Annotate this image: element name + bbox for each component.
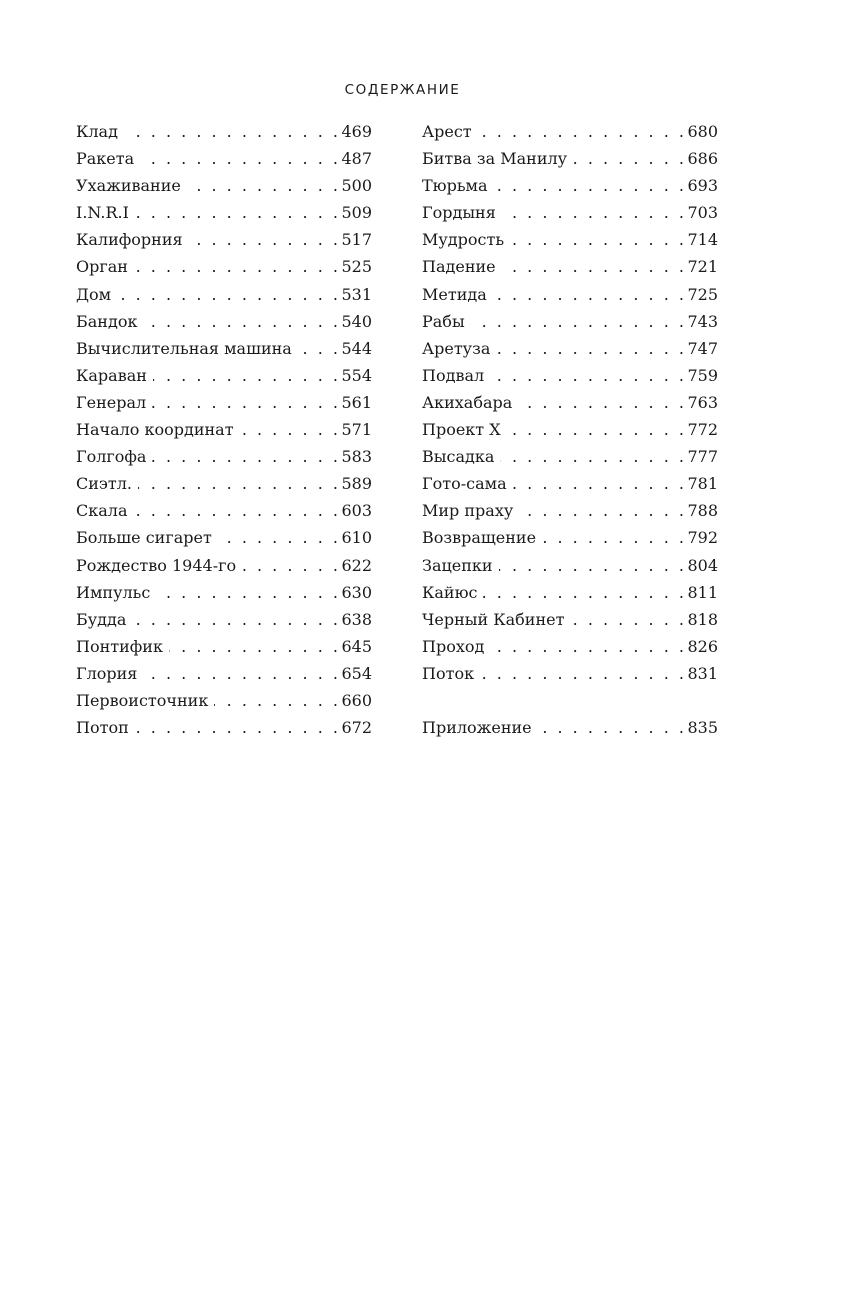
toc-entry[interactable] xyxy=(76,226,372,253)
dot-leader xyxy=(490,633,686,660)
toc-entry[interactable] xyxy=(76,687,372,714)
toc-entry-title: Начало координат xyxy=(76,420,234,440)
toc-entry-page-number: 672 xyxy=(341,718,372,738)
toc-entry[interactable] xyxy=(76,172,372,199)
toc-entry[interactable] xyxy=(76,714,372,741)
dot-leader xyxy=(156,579,340,606)
toc-entry[interactable] xyxy=(76,470,372,497)
toc-entry-page-number: 622 xyxy=(341,555,372,575)
toc-entry-title: Сиэтл. xyxy=(76,474,132,494)
toc-entry-page-number: 583 xyxy=(341,447,372,467)
dot-leader xyxy=(490,362,686,389)
toc-entry-title: Битва за Манилу xyxy=(422,149,568,169)
dot-leader xyxy=(169,633,341,660)
toc-entry[interactable] xyxy=(422,199,718,226)
toc-entry-page-number: 531 xyxy=(341,284,372,304)
toc-entry[interactable] xyxy=(422,172,718,199)
toc-entry-title: Калифорния xyxy=(76,230,183,250)
dot-leader xyxy=(494,172,687,199)
toc-entry-title: Понтифик xyxy=(76,636,163,656)
toc-entry-title: Голгофа xyxy=(76,447,147,467)
toc-entry[interactable] xyxy=(422,389,718,416)
toc-entry-title: Больше сигарет xyxy=(76,528,212,548)
toc-entry-title: Кайюс xyxy=(422,582,478,602)
toc-entry-title: Возвращение xyxy=(422,528,537,548)
toc-entry[interactable] xyxy=(76,633,372,660)
toc-entry[interactable] xyxy=(422,335,718,362)
toc-entry-title: Приложение xyxy=(422,718,532,738)
toc-entry-page-number: 743 xyxy=(687,311,718,331)
toc-entry-title: Караван xyxy=(76,365,147,385)
toc-entry-title: Гото-сама xyxy=(422,474,507,494)
toc-column-right xyxy=(422,118,718,741)
dot-leader xyxy=(152,443,340,470)
toc-entry-title: Ракета xyxy=(76,149,135,169)
toc-entry-page-number: 589 xyxy=(341,474,372,494)
toc-entry[interactable] xyxy=(76,335,372,362)
toc-entry-title: Ухаживание xyxy=(76,176,181,196)
dot-leader xyxy=(135,199,341,226)
toc-entry-page-number: 777 xyxy=(687,447,718,467)
dot-leader xyxy=(500,443,686,470)
toc-entry-title: Потоп xyxy=(76,718,129,738)
dot-leader xyxy=(138,470,340,497)
dot-leader xyxy=(189,226,341,253)
toc-entry-title: Импульс xyxy=(76,582,151,602)
toc-entry-page-number: 603 xyxy=(341,501,372,521)
toc-entry-page-number: 725 xyxy=(687,284,718,304)
toc-entry[interactable] xyxy=(76,606,372,633)
toc-entry[interactable] xyxy=(422,524,718,551)
toc-entry[interactable] xyxy=(422,497,718,524)
toc-entry-page-number: 630 xyxy=(341,582,372,602)
toc-entry[interactable] xyxy=(422,308,718,335)
toc-entry-page-number: 660 xyxy=(341,690,372,710)
toc-entry-title: Дом xyxy=(76,284,112,304)
dot-leader xyxy=(518,389,686,416)
toc-entry-page-number: 525 xyxy=(341,257,372,277)
toc-entry-appendix[interactable] xyxy=(422,714,718,741)
toc-entry-page-number: 811 xyxy=(687,582,718,602)
dot-leader xyxy=(187,172,341,199)
toc-entry[interactable] xyxy=(76,389,372,416)
toc-entry-title: Глория xyxy=(76,663,138,683)
toc-entry[interactable] xyxy=(76,308,372,335)
toc-entry-title: Генерал xyxy=(76,392,147,412)
toc-entry[interactable] xyxy=(76,253,372,280)
toc-entry-title: Поток xyxy=(422,663,475,683)
toc-entry-page-number: 544 xyxy=(341,338,372,358)
dot-leader xyxy=(135,714,341,741)
dot-leader xyxy=(510,226,686,253)
dot-leader xyxy=(242,552,340,579)
toc-entry-title: Будда xyxy=(76,609,127,629)
toc-entry-page-number: 469 xyxy=(341,122,372,141)
toc-entry-page-number: 610 xyxy=(341,528,372,548)
dot-leader xyxy=(117,281,340,308)
toc-entry[interactable] xyxy=(422,118,718,145)
toc-entry-page-number: 487 xyxy=(341,149,372,169)
toc-entry[interactable] xyxy=(76,497,372,524)
dot-leader xyxy=(573,145,686,172)
toc-entry-page-number: 781 xyxy=(687,474,718,494)
dot-leader xyxy=(471,308,687,335)
toc-entry-page-number: 772 xyxy=(687,420,718,440)
dot-leader xyxy=(153,362,341,389)
toc-entry-title: Мудрость xyxy=(422,230,505,250)
toc-entry-page-number: 680 xyxy=(687,122,718,141)
toc-entry-title: Высадка xyxy=(422,447,495,467)
toc-entry-page-number: 703 xyxy=(687,203,718,223)
toc-entry-page-number: 804 xyxy=(687,555,718,575)
toc-entry[interactable] xyxy=(422,281,718,308)
toc-entry-title: Аретуза xyxy=(422,338,491,358)
toc-entry[interactable] xyxy=(76,118,372,145)
toc-entry[interactable] xyxy=(76,416,372,443)
dot-leader xyxy=(538,714,687,741)
toc-entry[interactable] xyxy=(422,416,718,443)
toc-entry-page-number: 645 xyxy=(341,636,372,656)
toc-entry-title: Вычислительная машина xyxy=(76,338,292,358)
toc-entry-page-number: 818 xyxy=(687,609,718,629)
toc-entry[interactable] xyxy=(422,145,718,172)
toc-entry-page-number: 747 xyxy=(687,338,718,358)
toc-entry-title: Тюрьма xyxy=(422,176,488,196)
toc-entry-title: Клад xyxy=(76,122,118,141)
dot-leader xyxy=(133,497,340,524)
toc-entry-page-number: 554 xyxy=(341,365,372,385)
dot-leader xyxy=(140,145,340,172)
toc-entry[interactable] xyxy=(422,552,718,579)
toc-entry[interactable] xyxy=(76,199,372,226)
toc-entry-title: Скала xyxy=(76,501,128,521)
dot-leader xyxy=(542,524,686,551)
dot-leader xyxy=(143,308,340,335)
toc-entry[interactable] xyxy=(76,552,372,579)
dot-leader xyxy=(496,335,686,362)
toc-entry-title: Проход xyxy=(422,636,485,656)
dot-leader xyxy=(240,416,341,443)
toc-entry-title: Бандок xyxy=(76,311,138,331)
toc-column-left xyxy=(76,118,372,741)
dot-leader xyxy=(519,497,686,524)
toc-entry-page-number: 826 xyxy=(687,636,718,656)
dot-leader xyxy=(132,606,340,633)
toc-entry-page-number: 500 xyxy=(341,176,372,196)
dot-leader xyxy=(124,118,341,145)
toc-entry-page-number: 763 xyxy=(687,392,718,412)
toc-entry[interactable] xyxy=(422,470,718,497)
dot-leader xyxy=(134,253,341,280)
toc-entry-page-number: 693 xyxy=(687,176,718,196)
toc-entry[interactable] xyxy=(422,606,718,633)
toc-entry-page-number: 759 xyxy=(687,365,718,385)
toc-entry[interactable] xyxy=(76,524,372,551)
toc-entry-title: Гордыня xyxy=(422,203,496,223)
dot-leader xyxy=(218,524,341,551)
toc-entry-page-number: 571 xyxy=(341,420,372,440)
toc-entry-page-number: 509 xyxy=(341,203,372,223)
toc-entry-page-number: 638 xyxy=(341,609,372,629)
toc-entry[interactable] xyxy=(76,660,372,687)
toc-entry-title: Метида xyxy=(422,284,487,304)
toc-entry-page-number: 654 xyxy=(341,663,372,683)
toc-entry[interactable] xyxy=(422,579,718,606)
toc-entry-page-number: 517 xyxy=(341,230,372,250)
dot-leader xyxy=(483,579,686,606)
dot-leader xyxy=(570,606,686,633)
toc-entry[interactable] xyxy=(422,443,718,470)
page-title: СОДЕРЖАНИЕ xyxy=(344,82,461,98)
toc-entry[interactable] xyxy=(76,281,372,308)
toc-entry[interactable] xyxy=(422,633,718,660)
dot-leader xyxy=(502,199,687,226)
toc-entry-page-number: 831 xyxy=(687,663,718,683)
dot-leader xyxy=(499,552,687,579)
dot-leader xyxy=(502,253,687,280)
toc-entry-page-number: 714 xyxy=(687,230,718,250)
dot-leader xyxy=(143,660,340,687)
toc-entry-page-number: 561 xyxy=(341,392,372,412)
dot-leader xyxy=(298,335,341,362)
toc-entry-title: Орган xyxy=(76,257,128,277)
dot-leader xyxy=(152,389,340,416)
toc-entry-page-number: 835 xyxy=(687,718,718,738)
toc-entry[interactable] xyxy=(76,362,372,389)
toc-entry-title: Акихабара xyxy=(422,392,513,412)
toc-entry[interactable] xyxy=(76,145,372,172)
toc-entry-page-number: 792 xyxy=(687,528,718,548)
toc-entry-title: Первоисточник xyxy=(76,690,209,710)
toc-entry[interactable] xyxy=(76,443,372,470)
toc-entry-title: Арест xyxy=(422,122,472,141)
dot-leader xyxy=(478,118,687,145)
toc-entry-title: Подвал xyxy=(422,365,485,385)
dot-leader xyxy=(480,660,686,687)
toc-entry-title: Мир праху xyxy=(422,501,514,521)
toc-entry[interactable] xyxy=(422,660,718,687)
dot-leader xyxy=(507,416,687,443)
toc-entry[interactable] xyxy=(422,362,718,389)
toc-entry-title: Падение xyxy=(422,257,496,277)
toc-entry-page-number: 788 xyxy=(687,501,718,521)
toc-entry-title: I.N.R.I xyxy=(76,203,129,223)
toc-entry[interactable] xyxy=(422,253,718,280)
toc-entry-title: Проект X xyxy=(422,420,501,440)
dot-leader xyxy=(214,687,340,714)
toc-entry[interactable] xyxy=(76,579,372,606)
toc-entry-page-number: 721 xyxy=(687,257,718,277)
toc-entry-title: Рождество 1944-го xyxy=(76,555,237,575)
toc-entry[interactable] xyxy=(422,226,718,253)
dot-leader xyxy=(493,281,687,308)
toc-entry-title: Рабы xyxy=(422,311,465,331)
dot-leader xyxy=(513,470,687,497)
toc-entry-title: Зацепки xyxy=(422,555,493,575)
toc-entry-page-number: 686 xyxy=(687,149,718,169)
toc-entry-title: Черный Кабинет xyxy=(422,609,565,629)
toc-entry-page-number: 540 xyxy=(341,311,372,331)
